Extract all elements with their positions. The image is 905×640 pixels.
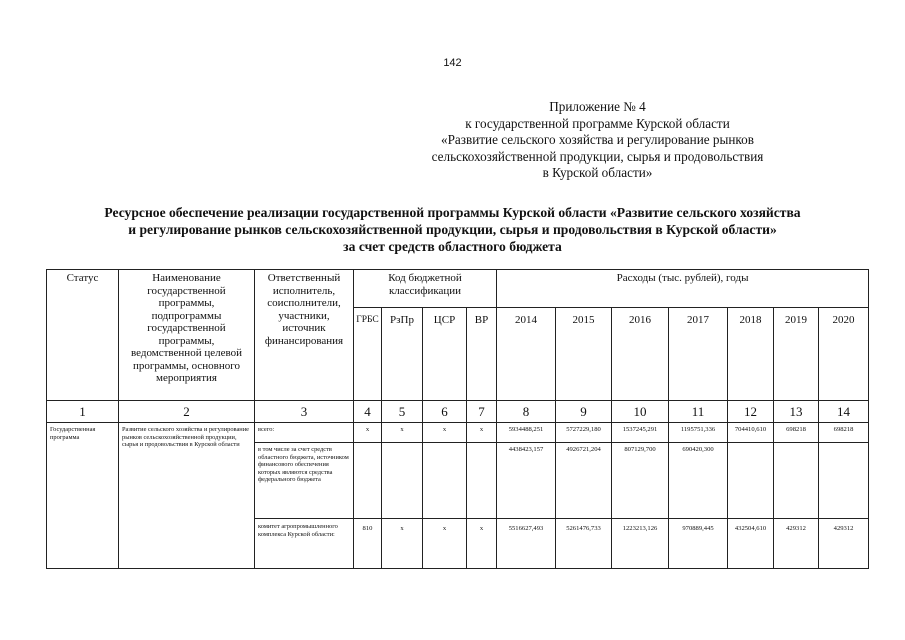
value-cell: 5934488,251 xyxy=(497,423,556,443)
grbs-cell: х xyxy=(354,423,382,443)
value-cell xyxy=(774,443,819,519)
column-number: 13 xyxy=(774,401,819,423)
appendix-line: к государственной программе Курской области xyxy=(465,115,730,131)
header-year: 2017 xyxy=(669,308,728,401)
program-name-cell: Развитие сельского хозяйства и регулирование рынков сельскохозяйственной продукции, сырья и продовольствия в Курской области xyxy=(119,423,255,569)
value-cell xyxy=(728,443,774,519)
vr-cell xyxy=(467,443,497,519)
value-cell: 429312 xyxy=(774,519,819,569)
header-executor: Ответственный исполнитель, соисполнители, участники, источник финансирования xyxy=(255,270,354,401)
column-number: 3 xyxy=(255,401,354,423)
header-status: Статус xyxy=(47,270,119,401)
value-cell: 429312 xyxy=(819,519,869,569)
value-cell: 807129,700 xyxy=(612,443,669,519)
header-grbs: ГРБС xyxy=(354,308,382,401)
column-number: 4 xyxy=(354,401,382,423)
header-year: 2016 xyxy=(612,308,669,401)
csr-cell: х xyxy=(423,423,467,443)
column-number: 8 xyxy=(497,401,556,423)
value-cell: 690420,300 xyxy=(669,443,728,519)
vr-cell: х xyxy=(467,519,497,569)
value-cell: 698218 xyxy=(819,423,869,443)
title-line: Ресурсное обеспечение реализации государственной программы Курской области «Развитие сельского хозяйства xyxy=(104,205,801,220)
rzpr-cell: х xyxy=(382,423,423,443)
column-number: 9 xyxy=(556,401,612,423)
value-cell xyxy=(819,443,869,519)
column-number: 7 xyxy=(467,401,497,423)
header-csr: ЦСР xyxy=(423,308,467,401)
column-number: 12 xyxy=(728,401,774,423)
rzpr-cell: х xyxy=(382,519,423,569)
appendix-line: сельскохозяйственной продукции, сырья и продовольствия xyxy=(431,148,764,164)
header-year: 2018 xyxy=(728,308,774,401)
status-cell: Государственная программа xyxy=(47,423,119,569)
column-number: 2 xyxy=(119,401,255,423)
header-year: 2014 xyxy=(497,308,556,401)
appendix-header xyxy=(420,99,775,182)
header-budget-code: Код бюджетной классификации xyxy=(354,270,497,308)
header-vr: ВР xyxy=(467,308,497,401)
value-cell: 1223213,126 xyxy=(612,519,669,569)
executor-cell: в том числе за счет средств областного бюджета, источником финансового обеспечения которых являются средства федерального бюджета xyxy=(255,443,354,519)
column-number: 14 xyxy=(819,401,869,423)
csr-cell xyxy=(423,443,467,519)
column-number: 1 xyxy=(47,401,119,423)
vr-cell: х xyxy=(467,423,497,443)
value-cell: 704410,610 xyxy=(728,423,774,443)
rzpr-cell xyxy=(382,443,423,519)
appendix-line: в Курской области» xyxy=(542,165,653,180)
value-cell: 5516627,493 xyxy=(497,519,556,569)
grbs-cell: 810 xyxy=(354,519,382,569)
value-cell: 698218 xyxy=(774,423,819,443)
title-line: и регулирование рынков сельскохозяйственной продукции, сырья и продовольствия в Курской области» xyxy=(128,222,777,237)
value-cell: 4438423,157 xyxy=(497,443,556,519)
appendix-line: «Развитие сельского хозяйства и регулирование рынков xyxy=(441,132,754,147)
appendix-line: Приложение № 4 xyxy=(549,99,646,114)
value-cell: 1537245,291 xyxy=(612,423,669,443)
header-name: Наименование государственной программы, подпрограммы государственной программы, ведомственной целевой программы, основного мероприятия xyxy=(119,270,255,401)
header-year: 2020 xyxy=(819,308,869,401)
page-number: 142 xyxy=(443,57,462,69)
csr-cell: х xyxy=(423,519,467,569)
value-cell: 5727229,180 xyxy=(556,423,612,443)
title-line: за счет средств областного бюджета xyxy=(343,239,562,254)
grbs-cell xyxy=(354,443,382,519)
value-cell: 970889,445 xyxy=(669,519,728,569)
column-number: 10 xyxy=(612,401,669,423)
value-cell: 4926721,204 xyxy=(556,443,612,519)
header-rzpr: РзПр xyxy=(382,308,423,401)
executor-cell: всего: xyxy=(255,423,354,443)
document-title xyxy=(60,204,845,255)
executor-cell: комитет агропромышленного комплекса Курской области: xyxy=(255,519,354,569)
header-year: 2015 xyxy=(556,308,612,401)
resource-table xyxy=(46,269,869,569)
value-cell: 5261476,733 xyxy=(556,519,612,569)
header-year: 2019 xyxy=(774,308,819,401)
column-number: 6 xyxy=(423,401,467,423)
header-expenses: Расходы (тыс. рублей), годы xyxy=(497,270,869,308)
value-cell: 432504,610 xyxy=(728,519,774,569)
column-number: 5 xyxy=(382,401,423,423)
value-cell: 1195751,336 xyxy=(669,423,728,443)
table-row xyxy=(47,423,869,443)
column-number: 11 xyxy=(669,401,728,423)
